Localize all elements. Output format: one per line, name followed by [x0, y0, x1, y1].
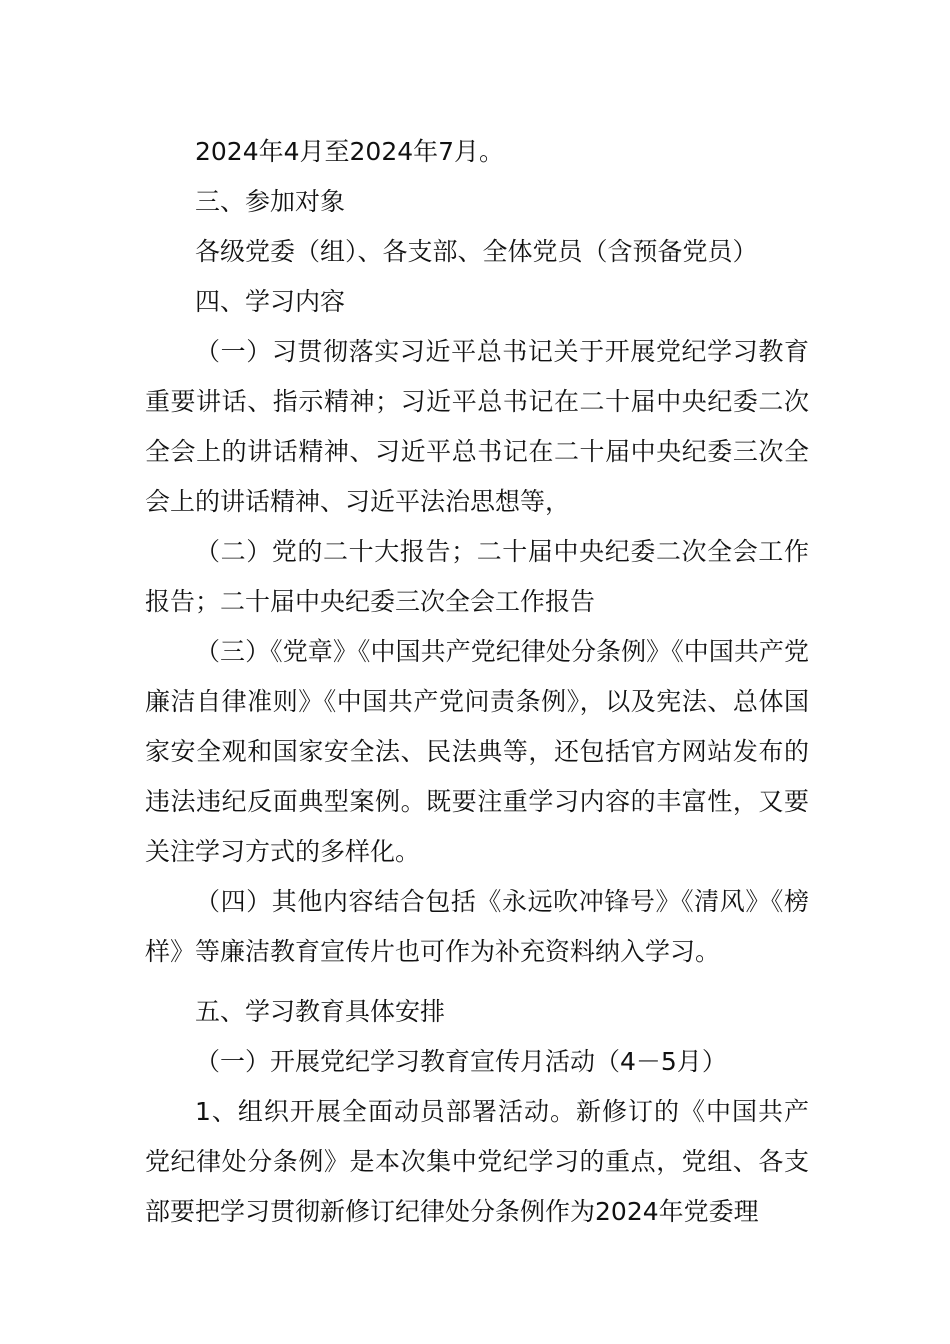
content-item-1: （一）习贯彻落实习近平总书记关于开展党纪学习教育重要讲话、指示精神；习近平总书记在二十届中央纪委二次全会上的讲话精神、习近平总书记在二十届中央纪委三次全会上的讲话精神、习近平法治思想等， — [145, 337, 809, 516]
document-body — [145, 127, 809, 1237]
arrangement-item-1-paragraph: 1、组织开展全面动员部署活动。新修订的《中国共产党纪律处分条例》是本次集中党纪学习的重点，党组、各支部要把学习贯彻新修订纪律处分条例作为2024年党委理 — [145, 1097, 809, 1226]
participants-paragraph: 各级党委（组）、各支部、全体党员（含预备党员） — [195, 237, 758, 266]
arrangement-item-1-heading: （一）开展党纪学习教育宣传月活动（4－5月） — [195, 1047, 727, 1076]
content-item-3: （三）《党章》《中国共产党纪律处分条例》《中国共产党廉洁自律准则》《中国共产党问责条例》，以及宪法、总体国家安全观和国家安全法、民法典等，还包括官方网站发布的违法违纪反面典型案例。既要注重学习内容的丰富性，又要关注学习方式的多样化。 — [145, 637, 809, 866]
content-item-4: （四）其他内容结合包括《永远吹冲锋号》《清风》《榜样》等廉洁教育宣传片也可作为补充资料纳入学习。 — [145, 887, 809, 966]
content-item-2: （二）党的二十大报告；二十届中央纪委二次全会工作报告；二十届中央纪委三次全会工作报告 — [145, 537, 809, 616]
date-range-paragraph: 2024年4月至2024年7月。 — [195, 137, 505, 166]
section-heading-arrangement: 五、学习教育具体安排 — [195, 997, 446, 1026]
section-heading-content: 四、学习内容 — [195, 287, 346, 316]
section-heading-participants: 三、参加对象 — [195, 187, 346, 216]
